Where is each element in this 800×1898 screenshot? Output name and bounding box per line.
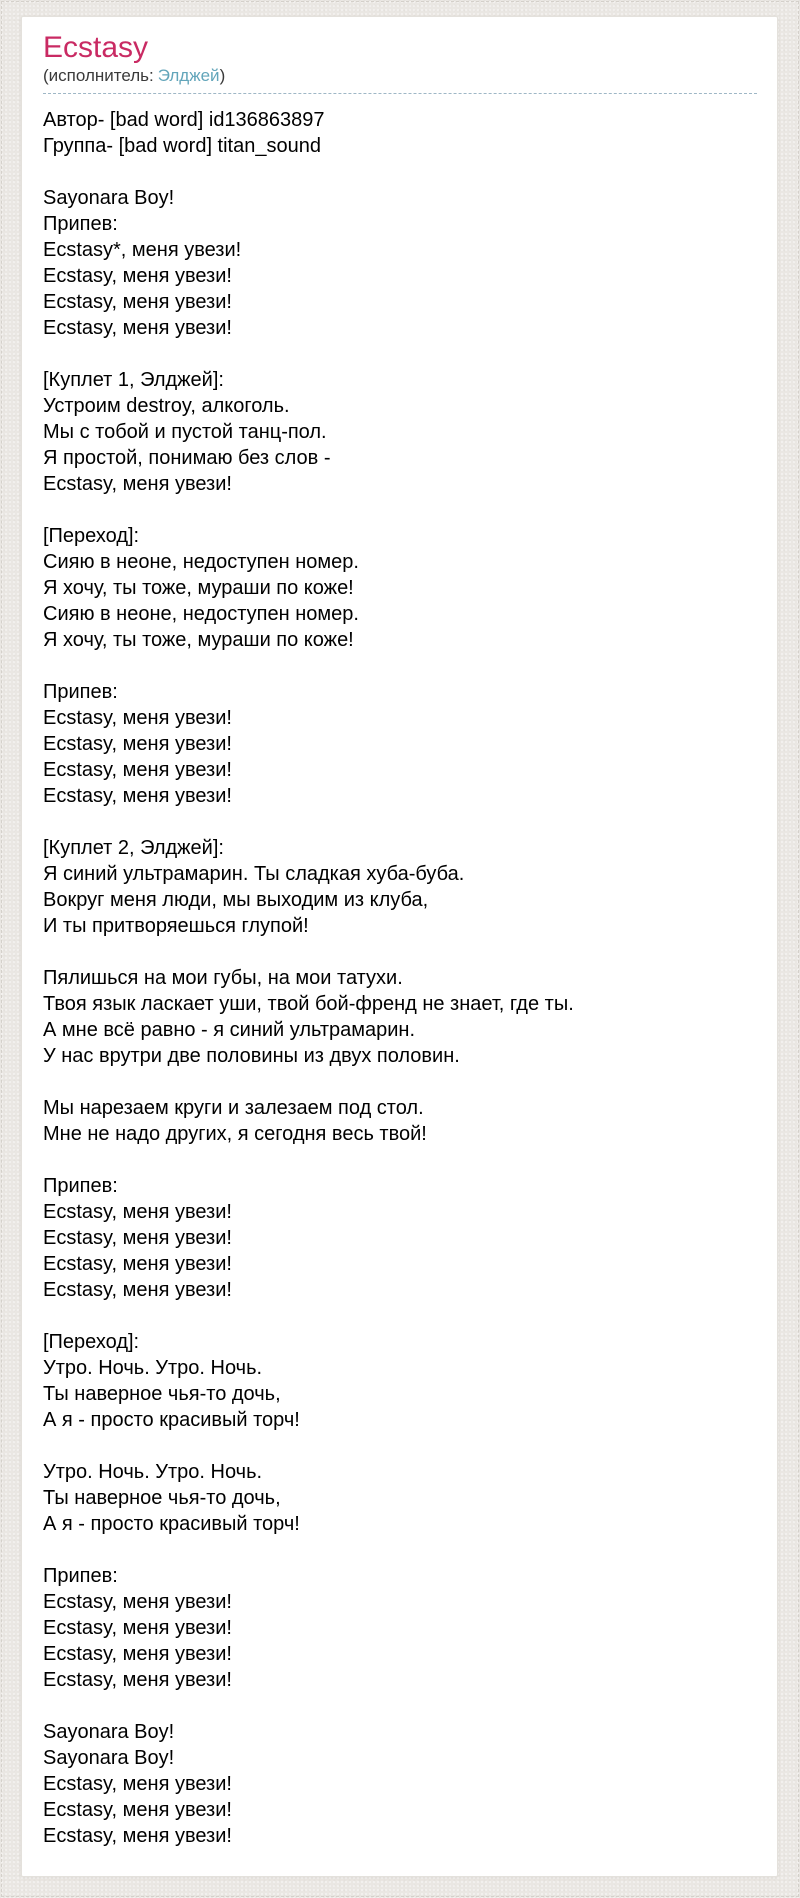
lyric-line: [Куплет 1, Элджей]: xyxy=(43,369,224,391)
lyric-line: Я простой, понимаю без слов - xyxy=(43,447,331,469)
lyric-line: Sayonara Boy! xyxy=(43,187,175,209)
lyric-line xyxy=(43,809,757,835)
lyric-line: Ecstasy, меня увези! xyxy=(43,733,232,755)
lyric-line: [Куплет 2, Элджей]: xyxy=(43,837,224,859)
lyric-line: Ecstasy, меня увези! xyxy=(43,291,232,313)
lyric-line: Ecstasy, меня увези! xyxy=(43,1643,232,1665)
lyric-line: Пялишься на мои губы, на мои татухи. xyxy=(43,967,403,989)
lyric-line xyxy=(43,1147,757,1173)
lyric-line: Твоя язык ласкает уши, твой бой-френд не знает, где ты. xyxy=(43,993,574,1015)
lyric-line: Я синий ультрамарин. Ты сладкая хуба-буба. xyxy=(43,863,465,885)
lyric-line: Ecstasy, меня увези! xyxy=(43,759,232,781)
lyric-line: Устроим destroy, алкоголь. xyxy=(43,395,290,417)
lyric-line: Утро. Ночь. Утро. Ночь. xyxy=(43,1461,263,1483)
lyric-line: Ecstasy, меня увези! xyxy=(43,265,232,287)
lyric-line xyxy=(43,1433,757,1459)
lyrics-card xyxy=(21,16,778,1877)
lyric-line: Ecstasy, меня увези! xyxy=(43,707,232,729)
lyric-line: Sayonara Boy! xyxy=(43,1721,175,1743)
lyric-line: Припев: xyxy=(43,1565,118,1587)
lyric-line: Автор- [bad word] id136863897 xyxy=(43,109,325,131)
lyric-line: Припев: xyxy=(43,213,118,235)
artist-line xyxy=(43,65,757,94)
song-title: Ecstasy xyxy=(43,31,149,64)
lyric-line xyxy=(43,497,757,523)
artist-label: (исполнитель: xyxy=(43,66,154,85)
lyric-line: [Переход]: xyxy=(43,525,140,547)
lyric-line: Мы нарезаем круги и залезаем под стол. xyxy=(43,1097,424,1119)
lyric-line xyxy=(43,653,757,679)
lyric-line: И ты притворяешься глупой! xyxy=(43,915,309,937)
lyric-line: Ecstasy, меня увези! xyxy=(43,1617,232,1639)
lyric-line: Ecstasy, меня увези! xyxy=(43,1253,232,1275)
lyric-line: А я - просто красивый торч! xyxy=(43,1513,300,1535)
lyric-line xyxy=(43,1303,757,1329)
lyric-line: [Переход]: xyxy=(43,1331,140,1353)
lyric-line: Сияю в неоне, недоступен номер. xyxy=(43,551,359,573)
lyric-line: Я хочу, ты тоже, мураши по коже! xyxy=(43,577,354,599)
artist-link[interactable]: Элджей xyxy=(157,66,220,85)
lyric-line: А я - просто красивый торч! xyxy=(43,1409,300,1431)
lyric-line: Ты наверное чья-то дочь, xyxy=(43,1383,281,1405)
lyric-line: Группа- [bad word] titan_sound xyxy=(43,135,321,157)
lyric-line: Ecstasy, меня увези! xyxy=(43,317,232,339)
lyric-line: Ты наверное чья-то дочь, xyxy=(43,1487,281,1509)
lyric-line: Мы с тобой и пустой танц-пол. xyxy=(43,421,327,443)
lyric-line: Ecstasy, меня увези! xyxy=(43,1773,232,1795)
lyric-line: А мне всё равно - я синий ультрамарин. xyxy=(43,1019,416,1041)
lyric-line: Припев: xyxy=(43,681,118,703)
lyric-line: Утро. Ночь. Утро. Ночь. xyxy=(43,1357,263,1379)
lyric-line xyxy=(43,1537,757,1563)
lyric-line: Припев: xyxy=(43,1175,118,1197)
lyric-line xyxy=(43,159,757,185)
lyric-line: Мне не надо других, я сегодня весь твой! xyxy=(43,1123,427,1145)
lyric-line: Ecstasy, меня увези! xyxy=(43,1279,232,1301)
lyric-line: Я хочу, ты тоже, мураши по коже! xyxy=(43,629,354,651)
lyric-line xyxy=(43,939,757,965)
lyric-line: Сияю в неоне, недоступен номер. xyxy=(43,603,359,625)
lyric-line xyxy=(43,1069,757,1095)
lyric-line: Ecstasy, меня увези! xyxy=(43,1591,232,1613)
artist-suffix: ) xyxy=(219,66,226,85)
lyric-line: Ecstasy, меня увези! xyxy=(43,1201,232,1223)
lyrics-text xyxy=(43,107,757,1849)
lyric-line: Ecstasy, меня увези! xyxy=(43,1825,232,1847)
lyric-line xyxy=(43,1693,757,1719)
lyric-line: Sayonara Boy! xyxy=(43,1747,175,1769)
lyric-line: Ecstasy*, меня увези! xyxy=(43,239,242,261)
lyric-line: У нас врутри две половины из двух половин. xyxy=(43,1045,460,1067)
lyric-line xyxy=(43,341,757,367)
lyric-line: Ecstasy, меня увези! xyxy=(43,1799,232,1821)
lyric-line: Вокруг меня люди, мы выходим из клуба, xyxy=(43,889,429,911)
lyric-line: Ecstasy, меня увези! xyxy=(43,473,232,495)
lyric-line: Ecstasy, меня увези! xyxy=(43,1227,232,1249)
lyric-line: Ecstasy, меня увези! xyxy=(43,1669,232,1691)
lyric-line: Ecstasy, меня увези! xyxy=(43,785,232,807)
